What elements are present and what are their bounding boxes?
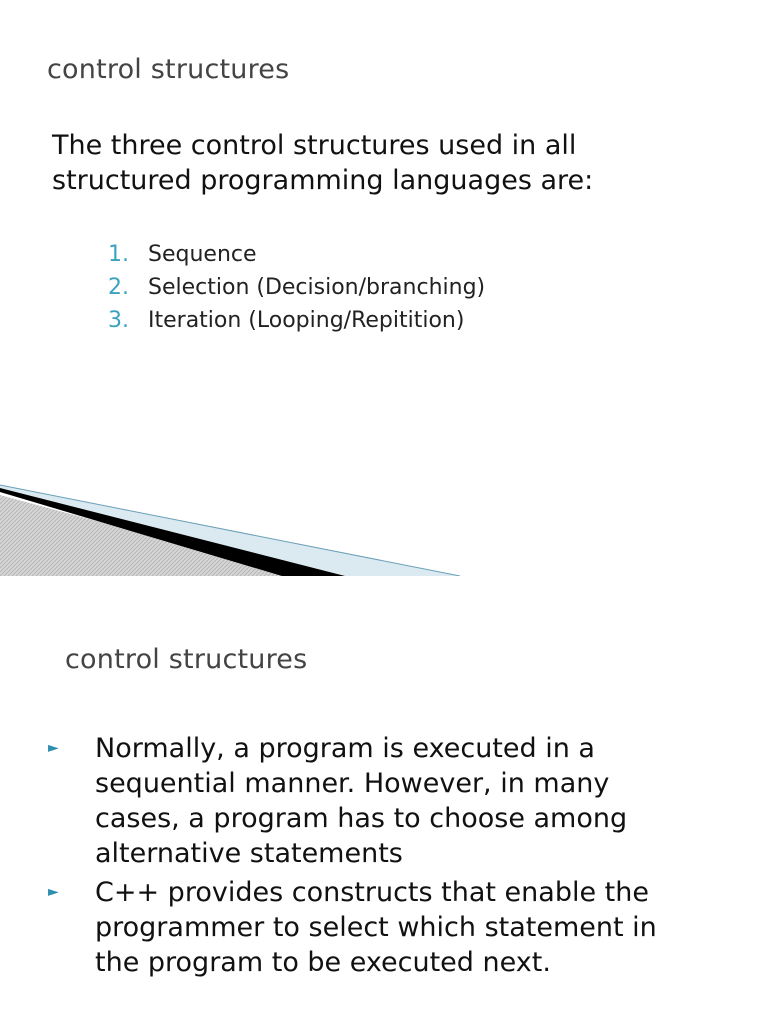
intro-text: The three control structures used in all structured programming languages are: <box>52 130 594 196</box>
list-item-text: Selection (Decision/branching) <box>148 275 486 300</box>
triangle-right-icon: ► <box>48 740 59 756</box>
bullet-list <box>48 731 688 984</box>
list-number: 2. <box>108 275 129 300</box>
list-number: 1. <box>108 242 129 267</box>
bullet-item <box>48 731 688 871</box>
slide-title: control structures <box>47 54 290 85</box>
bullet-text: C++ provides constructs that enable the programmer to select which statement in the program to be executed next. <box>95 877 657 978</box>
list-item-text: Sequence <box>148 242 257 267</box>
list-item-text: Iteration (Looping/Repitition) <box>148 308 465 333</box>
list-number: 3. <box>108 308 129 333</box>
slide-title: control structures <box>65 644 308 675</box>
triangle-right-icon: ► <box>48 884 59 900</box>
slide-2 <box>0 576 768 1024</box>
bullet-text: Normally, a program is executed in a sequential manner. However, in many cases, a program has to choose among alternative statements <box>95 733 628 869</box>
bullet-item <box>48 875 688 980</box>
